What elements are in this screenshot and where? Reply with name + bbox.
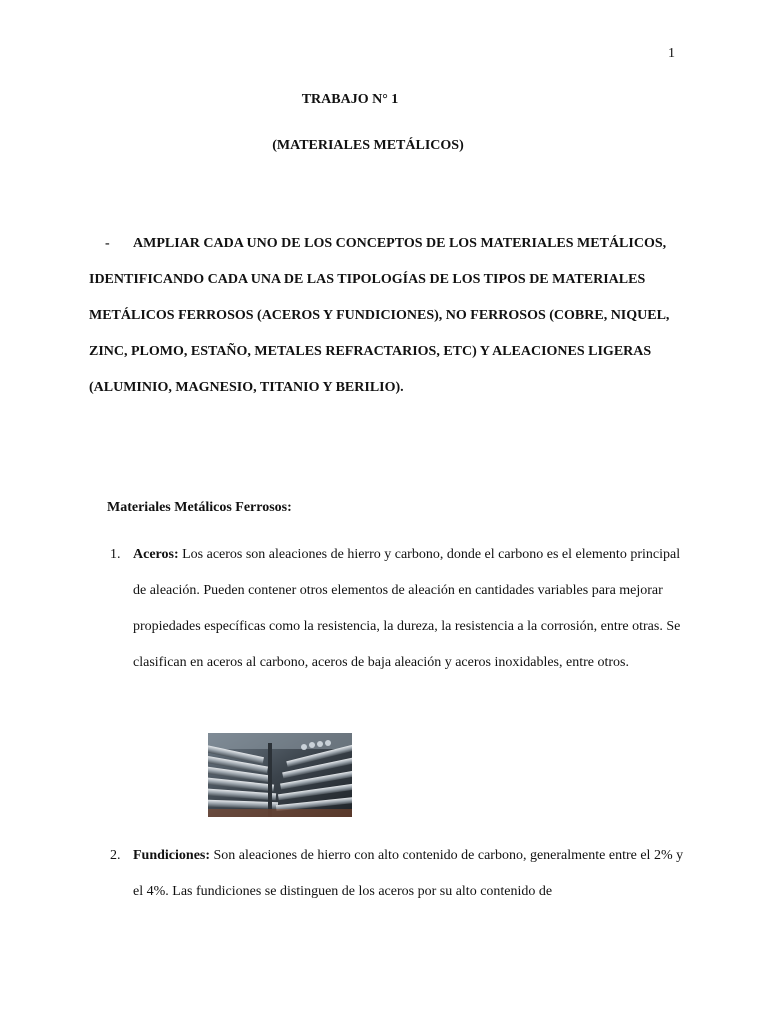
instruction-paragraph: [89, 226, 689, 406]
list-item-fundiciones: [110, 838, 690, 910]
list-item-term: Aceros:: [133, 547, 179, 562]
steel-bars-photo: [208, 733, 352, 817]
list-item-aceros: [110, 537, 690, 681]
section-heading: Materiales Metálicos Ferrosos:: [107, 500, 292, 515]
instruction-text: AMPLIAR CADA UNO DE LOS CONCEPTOS DE LOS MATERIALES METÁLICOS, IDENTIFICANDO CADA UNA DE LAS TIPOLOGÍAS DE LOS TIPOS DE MATERIALES METÁLICOS FERROSOS (ACEROS Y FUNDICIONES), NO FERROSOS (COBRE, NIQUEL, ZINC, PLOMO, ESTAÑO, METALES REFRACTARIOS, ETC) Y ALEACIONES LIGERAS (ALUMINIO, MAGNESIO, TITANIO Y BERILIO).: [89, 236, 670, 395]
document-subtitle: (MATERIALES METÁLICOS): [272, 138, 464, 153]
list-item-body: [133, 537, 690, 681]
list-item-number: 1.: [110, 547, 121, 562]
instruction-bullet: -: [105, 236, 110, 251]
list-item-body: [133, 838, 690, 910]
list-item-text: Son aleaciones de hierro con alto contenido de carbono, generalmente entre el 2% y el 4%. Las fundiciones se distinguen de los aceros por su alto contenido de: [133, 848, 684, 899]
page-number: 1: [668, 46, 675, 61]
list-item-text: Los aceros son aleaciones de hierro y carbono, donde el carbono es el elemento principal de aleación. Pueden contener otros elementos de aleación en cantidades variables para mejorar propiedades específicas como la resistencia, la dureza, la resistencia a la corrosión, entre otras. Se clasifican en aceros al carbono, aceros de baja aleación y aceros inoxidables, entre otros.: [133, 547, 681, 670]
list-item-number: 2.: [110, 848, 121, 863]
document-title: TRABAJO N° 1: [301, 92, 399, 107]
list-item-term: Fundiciones:: [133, 848, 211, 863]
